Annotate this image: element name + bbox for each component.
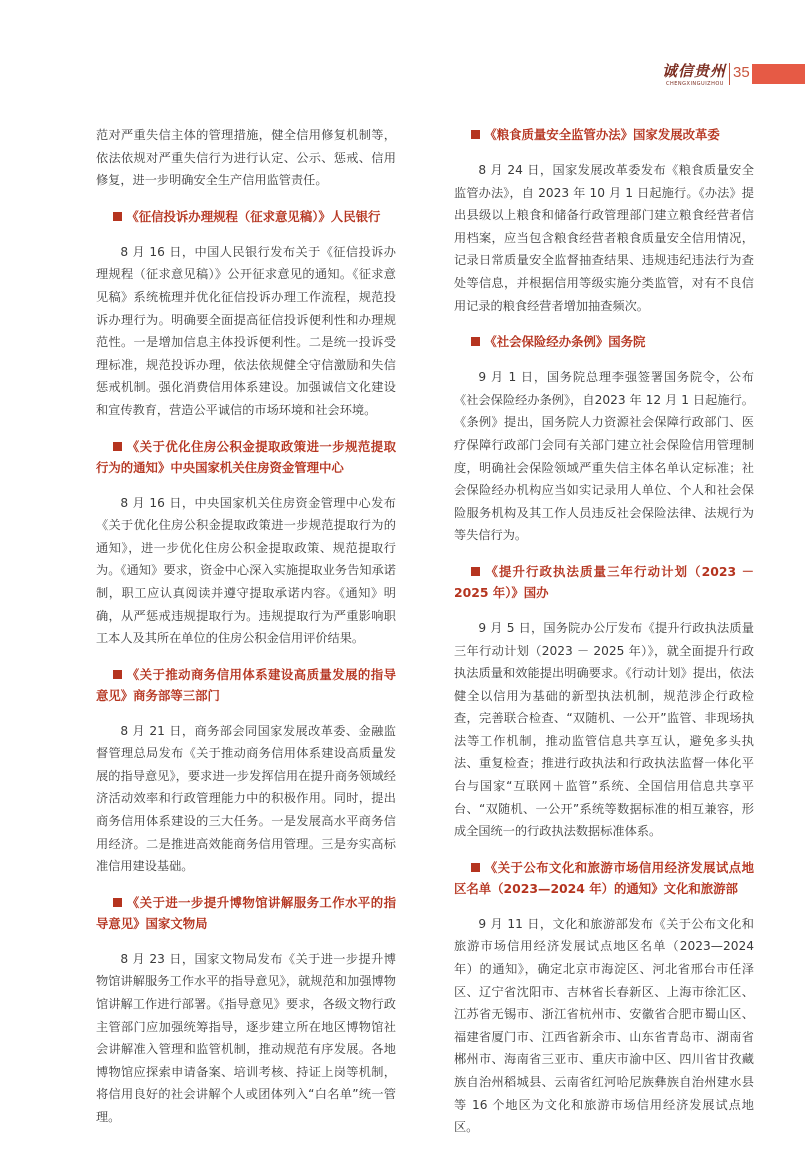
section-heading [96, 892, 396, 934]
paragraph: 8 月 21 日，商务部会同国家发展改革委、金融监督管理总局发布《关于推动商务信用体系建设高质量发展的指导意见》，要求进一步发挥信用在提升商务领域经济活动效率和行政管理能力中的积极作用。同时，提出商务信用体系建设的三大任务。一是发展高水平商务信用经济。二是推进高效能商务信用管理。三是夯实高标准信用建设基础。 [96, 723, 396, 874]
paragraph: 8 月 24 日，国家发展改革委发布《粮食质量安全监管办法》，自 2023 年 10 月 1 日起施行。《办法》提出县级以上粮食和储备行政管理部门建立粮食经营者信用档案，应当包含粮食经营者粮食质量安全信用情况，记录日常质量安全监督抽查结果、违规违纪违法行为查处等信息，并根据信用等级实施分类监管，对有不良信用记录的粮食经营者增加抽查频次。 [454, 163, 754, 313]
section-heading [96, 436, 396, 478]
square-bullet-icon [471, 337, 480, 346]
heading-text: 《关于优化住房公积金提取政策进一步规范提取行为的通知》中央国家机关住房资金管理中心 [96, 438, 396, 475]
section-heading [454, 857, 754, 899]
paragraph: 9 月 11 日，文化和旅游部发布《关于公布文化和旅游市场信用经济发展试点地区名单（2023—2024 年）的通知》，确定北京市海淀区、河北省邢台市任泽区、辽宁省沈阳市、吉林省长春新区、上海市徐汇区、江苏省无锡市、浙江省杭州市、安徽省合肥市蜀山区、福建省厦门市、江西省新余市、山东省青岛市、湖南省郴州市、海南省三亚市、重庆市渝中区、四川省甘孜藏族自治州稻城县、云南省红河哈尼族彝族自治州建水县等 16 个地区为文化和旅游市场信用经济发展试点地区。 [454, 916, 754, 1135]
logo-text: 诚信贵州 [662, 62, 727, 80]
section-heading [454, 124, 754, 145]
square-bullet-icon [471, 567, 480, 576]
logo-subtext: CHENGXINGUIZHOU [666, 81, 724, 87]
section-heading [454, 331, 754, 352]
header-accent-bar [752, 64, 805, 84]
square-bullet-icon [113, 898, 122, 907]
square-bullet-icon [471, 130, 480, 139]
section-heading [96, 206, 396, 227]
square-bullet-icon [113, 212, 122, 221]
heading-text: 《关于进一步提升博物馆讲解服务工作水平的指导意见》国家文物局 [96, 894, 396, 931]
right-column [454, 124, 754, 1153]
header-divider [729, 63, 730, 85]
square-bullet-icon [113, 670, 122, 679]
paragraph: 9 月 5 日，国务院办公厅发布《提升行政执法质量三年行动计划（2023 － 2025 年）》，就全面提升行政执法质量和效能提出明确要求。《行动计划》提出，依法健全以信用为基础的新型执法机制，规范涉企行政检查，完善联合检查、“双随机、一公开”监管、非现场执法等工作机制，推动监管信息共享互认，避免多头执法、重复检查；推进行政执法和行政执法监督一体化平台与国家“互联网＋监管”系统、全国信用信息共享平台、“双随机、一公开”系统等数据标准的相互兼容，形成全国统一的行政执法数据标准体系。 [454, 620, 754, 839]
magazine-logo [662, 60, 728, 90]
paragraph: 8 月 16 日，中国人民银行发布关于《征信投诉办理规程（征求意见稿）》公开征求意见的通知。《征求意见稿》系统梳理并优化征信投诉办理工作流程，规范投诉办理行为。明确要全面提高征信投诉便利性和办理规范性。一是增加信息主体投诉便利性。二是统一投诉受理标准，规范投诉办理，依法依规健全守信激励和失信惩戒机制。强化消费信用体系建设。加强诚信文化建设和宣传教育，营造公平诚信的市场环境和社会环境。 [96, 244, 396, 417]
section-heading [96, 664, 396, 706]
paragraph: 8 月 23 日，国家文物局发布《关于进一步提升博物馆讲解服务工作水平的指导意见》，就规范和加强博物馆讲解工作进行部署。《指导意见》要求，各级文物行政主管部门应加强统筹指导，逐步建立所在地区博物馆社会讲解准入管理和监管机制，推动规范有序发展。各地博物馆应探索申请备案、培训考核、持证上岗等机制，将信用良好的社会讲解个人或团体列入“白名单”统一管理。 [96, 951, 396, 1124]
heading-text: 《社会保险经办条例》国务院 [484, 334, 646, 350]
left-column [96, 124, 396, 1143]
page-number: 35 [733, 64, 750, 81]
heading-text: 《粮食质量安全监管办法》国家发展改革委 [484, 127, 720, 142]
square-bullet-icon [113, 442, 122, 451]
paragraph: 9 月 1 日，国务院总理李强签署国务院令，公布《社会保险经办条例》，自2023 年 12 月 1 日起施行。《条例》提出，国务院人力资源社会保障行政部门、医疗保障行政部门会同有关部门建立社会保险信用管理制度，明确社会保险领域严重失信主体名单认定标准；社会保险经办机构应当如实记录用人单位、个人和社会保险服务机构及其工作人员违反社会保险法律、法规行为等失信行为。 [454, 370, 754, 543]
square-bullet-icon [471, 863, 480, 872]
section-heading [454, 561, 754, 603]
paragraph: 范对严重失信主体的管理措施，健全信用修复机制等，依法依规对严重失信行为进行认定、公示、惩戒、信用修复，进一步明确安全生产信用监管责任。 [96, 128, 396, 188]
heading-text: 《征信投诉办理规程（征求意见稿）》人民银行 [126, 208, 381, 224]
paragraph: 8 月 16 日，中央国家机关住房资金管理中心发布《关于优化住房公积金提取政策进一步规范提取行为的通知》，进一步优化住房公积金提取政策、规范提取行为。《通知》要求，资金中心深入实施提取业务告知承诺制，职工应认真阅读并遵守提取承诺内容。《通知》明确，从严惩戒违规提取行为。违规提取行为严重影响职工本人及其所在单位的住房公积金信用评价结果。 [96, 495, 396, 646]
heading-text: 《关于推动商务信用体系建设高质量发展的指导意见》商务部等三部门 [96, 666, 396, 703]
heading-text: 《提升行政执法质量三年行动计划（2023 － 2025 年）》国办 [454, 563, 754, 600]
heading-text: 《关于公布文化和旅游市场信用经济发展试点地区名单（2023—2024 年）的通知》文化和旅游部 [454, 859, 754, 896]
